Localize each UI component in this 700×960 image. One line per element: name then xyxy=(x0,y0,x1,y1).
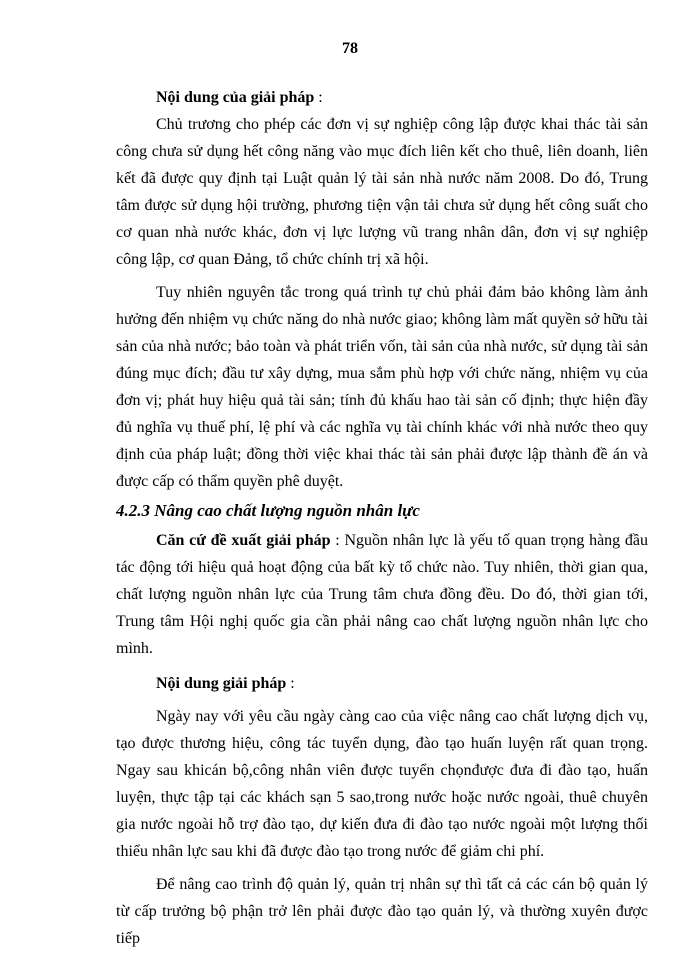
paragraph-principles: Tuy nhiên nguyên tắc trong quá trình tự chủ phải đảm bảo không làm ảnh hưởng đến nhiệm vụ chức năng do nhà nước giao; không làm mất quyền sở hữu tài sản của nhà nước; bảo toàn và phát triển vốn, tài sản của nhà nước, sử dụng tài sản đúng mục đích; đầu tư xây dựng, mua sắm phù hợp với chức năng, nhiệm vụ của đơn vị; phát huy hiệu quả tài sản; tính đủ khấu hao tài sản cố định; thực hiện đầy đủ nghĩa vụ thuế phí, lệ phí và các nghĩa vụ tài chính khác với nhà nước theo quy định của pháp luật; đồng thời việc khai thác tài sản phải được lập thành đề án và được cấp có thẩm quyền phê duyệt. xyxy=(116,284,648,490)
page-number: 78 xyxy=(342,40,358,57)
solution-content-label: Nội dung của giải pháp xyxy=(156,89,315,106)
basis-label: Căn cứ đề xuất giải pháp xyxy=(156,532,331,549)
paragraph-training: Ngày nay với yêu cầu ngày càng cao của việc nâng cao chất lượng dịch vụ, tạo được thương hiệu, công tác tuyển dụng, đào tạo huấn luyện rất quan trọng. Ngay sau khicán bộ,công nhân viên được tuyển chọnđược đưa đi đào tạo, huấn luyện, thực tập tại các khách sạn 5 sao,trong nước hoặc nước ngoài, thuê chuyên gia nước ngoài hỗ trợ đào tạo, dự kiến đưa đi đào tạo nước ngoài một lượng thối thiểu nhân lực sau khi đã được đào tạo trong nước để giảm chi phí. xyxy=(116,708,648,860)
paragraph-asset-policy: Chủ trương cho phép các đơn vị sự nghiệp công lập được khai thác tài sản công chưa sử dụng hết công năng vào mục đích liên kết cho thuê, liên doanh, liên kết đã được quy định tại Luật quản lý tài sản nhà nước năm 2008. Do đó, Trung tâm được sử dụng hội trường, phương tiện vận tải chưa sử dụng hết công suất cho cơ quan nhà nước khác, đơn vị lực lượng vũ trang nhân dân, đơn vị sự nghiệp công lập, cơ quan Đảng, tổ chức chính trị xã hội. xyxy=(116,116,648,268)
solution-content-colon: : xyxy=(314,89,323,106)
basis-text: : Nguồn nhân lực là yếu tố quan trọng hàng đầu tác động tới hiệu quả hoạt động của bất kỳ tổ chức nào. Tuy nhiên, thời gian qua, chất lượng nguồn nhân lực của Trung tâm chưa đồng đều. Do đó, thời gian tới, Trung tâm Hội nghị quốc gia cần phải nâng cao chất lượng nguồn nhân lực cho mình. xyxy=(116,532,648,657)
section-heading-4-2-3: 4.2.3 Nâng cao chất lượng nguồn nhân lực xyxy=(116,501,420,520)
solution-heading xyxy=(116,670,648,697)
solution-content-heading xyxy=(116,84,648,111)
paragraph-management: Để nâng cao trình độ quản lý, quản trị nhân sự thì tất cả các cán bộ quản lý từ cấp trưởng bộ phận trở lên phải được đào tạo quản lý, và thường xuyên được tiếp xyxy=(116,876,648,947)
page-body xyxy=(116,84,648,952)
solution-colon: : xyxy=(286,675,295,692)
paragraph-basis xyxy=(116,527,648,662)
solution-label: Nội dung giải pháp xyxy=(156,675,287,692)
